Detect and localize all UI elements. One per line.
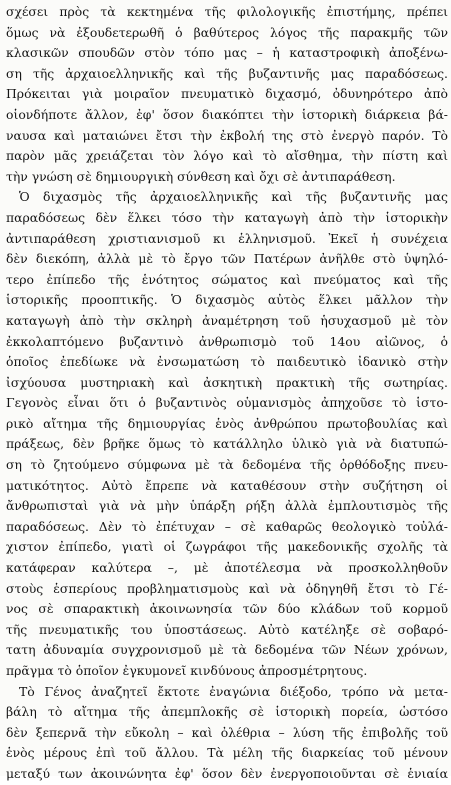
text-line: ὁποῖος ἐπεδίωκε νὰ ἐνσωματώση τὸ παιδευτικὸ ἰδανικὸ στὴν bbox=[6, 354, 448, 370]
paragraph-1 bbox=[6, 2, 448, 187]
text-line: ἑνὸς μέρους ἐπὶ τοῦ ἄλλου. Τὰ μέλη τῆς διαρκείας τοῦ μένουν bbox=[6, 745, 448, 761]
text-line: παρὸν μᾶς χρειάζεται τὸν λόγο καὶ τὸ αἴσθημα, τὴν πίστη καὶ bbox=[6, 148, 448, 164]
text-line: χιστον ἐπίπεδο, γιατὶ οἱ ζωγράφοι τῆς μακεδονικῆς σχολῆς τὰ bbox=[6, 539, 448, 555]
text-line: καταγωγὴ ἀπὸ τὴν σκληρὴ ἀναμέτρηση τοῦ ἡσυχασμοῦ μὲ τὸν bbox=[6, 312, 448, 328]
paragraph-2 bbox=[6, 187, 448, 681]
text-line: Τὸ Γένος ἀναζητεῖ ἔκτοτε ἐναγώνια διέξοδο, τρόπο νὰ μετα- bbox=[19, 683, 448, 699]
text-line: κλασικῶν σπουδῶν στὸν τόπο μας – ἡ καταστροφικὴ ἀποξένω- bbox=[6, 45, 448, 61]
text-line: ση τῆς ἀρχαιοελληνικῆς καὶ τῆς βυζαντινῆς μας παραδόσεως. bbox=[6, 65, 448, 81]
text-line: δὲν ξεπερνᾶ τὴν εὔκολη – καὶ ὀλέθρια – λύση τῆς ἐπιβολῆς τοῦ bbox=[6, 724, 448, 740]
text-line: μεταξύ των ἀκοινώνητα ἐφ' ὅσον δὲν ἐνεργοποιοῦνται σὲ ἑνιαία bbox=[6, 765, 448, 781]
text-line: ἐκκολαπτόμενο βυζαντινὸ ἀνθρωπισμὸ τοῦ 14ου αἰῶνος, ὁ bbox=[6, 333, 448, 349]
text-line: ἀντιπαράθεση χριστιανισμοῦ κι ἑλληνισμοῦ. Ἐκεῖ ἡ συνέχεια bbox=[6, 230, 448, 246]
text-line: οἱονδήποτε ἄλλον, ἐφ' ὅσον διακόπτει τὴν ἱστορικὴ διάρκεια βά- bbox=[6, 106, 448, 122]
text-line: ἱστορικῆς προοπτικῆς. Ὁ διχασμὸς αὐτὸς ἕλκει μᾶλλον τὴν bbox=[6, 292, 448, 308]
text-line: Πρόκειται γιὰ μοιραῖον πνευματικὸ διχασμό, ὀδυνηρότερο ἀπὸ bbox=[6, 86, 448, 102]
text-line: πρᾶγμα τὸ ὁποῖον ἐγκυμονεῖ κινδύνους ἀπροσμέτρητους. bbox=[6, 663, 368, 678]
text-line: σχέσει πρὸς τὰ κεκτημένα τῆς φιλολογικῆς ἐπιστήμης, πρέπει bbox=[6, 4, 448, 19]
text-line: παραδόσεως. Δὲν τὸ ἐπέτυχαν – σὲ καθαρῶς θεολογικὸ τοὐλά- bbox=[6, 518, 448, 534]
text-line: τερο ἐπίπεδο τῆς ἑνότητος σώματος καὶ πνεύματος καὶ τῆς bbox=[6, 271, 448, 287]
text-line: ἄνθρωπισταὶ γιὰ νὰ μὴν ὑπάρξη ρήξη ἀλλὰ ἐμπλουτισμὸς τῆς bbox=[6, 498, 448, 514]
text-line: στοὺς ἑσπερίους προβληματισμοὺς καὶ νὰ ὁδηγηθῆ ἔτσι τὸ Γέ- bbox=[6, 580, 448, 596]
text-line: Γεγονὸς εἶναι ὅτι ὁ βυζαντινὸς οὑμανισμὸς ἀπηχοῦσε τὸ ἱστο- bbox=[6, 395, 448, 411]
text-line: νος σὲ σπαρακτικὴ ἀκοινωνησία τῶν δύο κλάδων τοῦ κορμοῦ bbox=[6, 601, 448, 617]
text-line: τῆς πνευματικῆς του ὑποστάσεως. Αὐτὸ κατέληξε σὲ σοβαρό- bbox=[6, 621, 448, 637]
text-line: ἰσχύουσα μυστηριακὴ καὶ ἀσκητικὴ πρακτικὴ τῆς σωτηρίας. bbox=[6, 374, 448, 390]
text-line: ματικότητος. Αὐτὸ ἔπρεπε νὰ καταθέσουν στὴν συζήτηση οἱ bbox=[6, 477, 448, 493]
text-line: ρικὸ αἴτημα τῆς δημιουργίας ἑνὸς ἀνθρώπου πρωτοβουλίας καὶ bbox=[6, 415, 448, 431]
text-line: τὴν γνώση σὲ δημιουργικὴ σύνθεση καὶ ὄχι σὲ ἀντιπαράθεση. bbox=[6, 168, 396, 184]
text-line: κατάφεραν καλύτερα –, μὲ ἀποτέλεσμα νὰ προσκολληθοῦν bbox=[6, 560, 448, 576]
text-line: τατη ἀδυναμία συγχρονισμοῦ μὲ τὰ δεδομένα τῶν Νέων χρόνων, bbox=[6, 642, 448, 658]
text-line: Ὁ διχασμὸς τῆς ἀρχαιοελληνικῆς καὶ τῆς βυζαντινῆς μας bbox=[19, 189, 448, 205]
text-line: βάλη τὸ αἴτημα τῆς ἀπεμπλοκῆς σὲ ἱστορικὴ πορεία, ὡστόσο bbox=[6, 704, 448, 720]
text-line: πράξεως, δὲν βρῆκε ὅμως τὸ κατάλληλο ὑλικὸ γιὰ νὰ διατυπώ- bbox=[6, 436, 448, 452]
text-line: παραδόσεως δὲν ἕλκει τόσο τὴν καταγωγὴ ἀπὸ τὴν ἱστορικὴν bbox=[6, 209, 448, 225]
text-line: ση τὸ ζητούμενο σύμφωνα μὲ τὰ δεδομένα τῆς ὀρθόδοξης πνευ- bbox=[6, 457, 448, 473]
paragraph-3 bbox=[6, 682, 448, 785]
text-line: ναυσα καὶ ματαιώνει ἔτσι τὴν ἐκβολή της στὸ ἐνεργὸ παρόν. Τὸ bbox=[6, 127, 448, 143]
text-line: δὲν διεκόπη, ἀλλὰ μὲ τὸ ἔργο τῶν Πατέρων ἀνῆλθε στὸ ὑψηλό- bbox=[6, 251, 448, 267]
text-line: ὅμως νὰ ἐξουδετερωθῆ ὁ βαθύτερος λόγος τῆς παρακμῆς τῶν bbox=[6, 24, 448, 40]
